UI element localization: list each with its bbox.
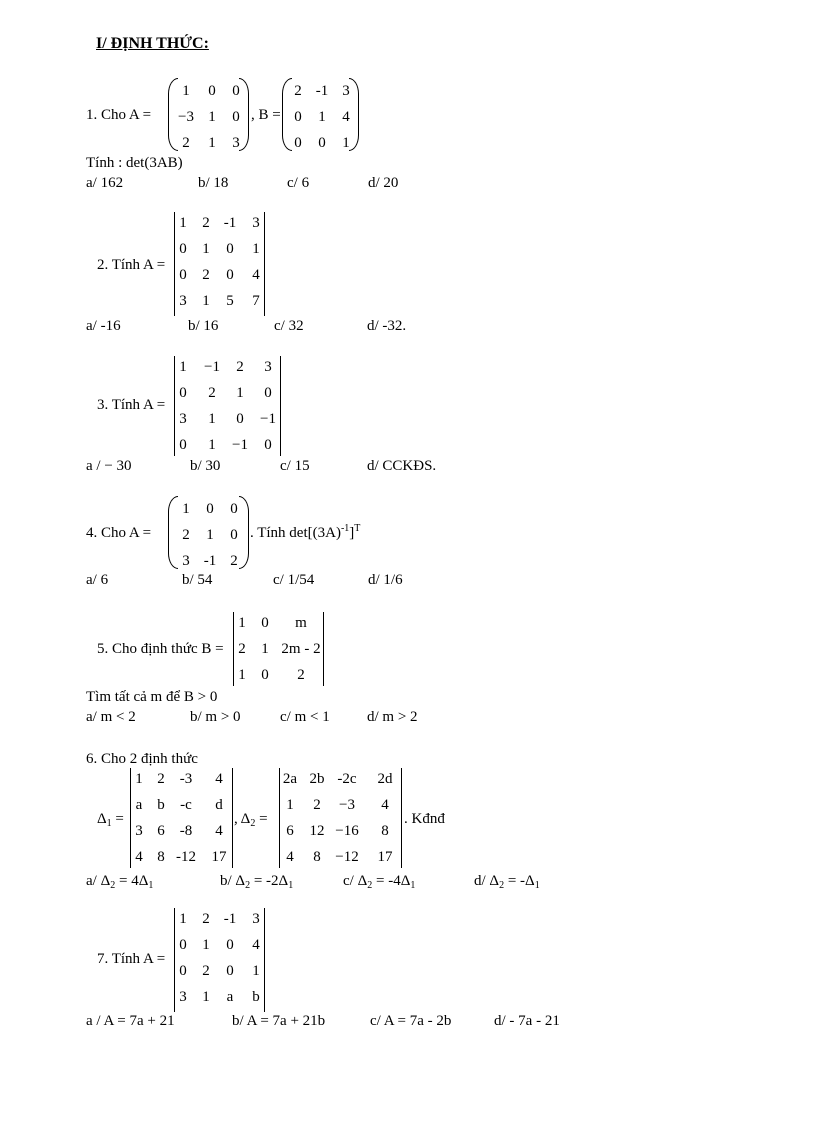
- matrix-cell: 0: [179, 385, 187, 401]
- q5-answer-d: d/ m > 2: [367, 709, 418, 725]
- q7-prefix: 7. Tính A =: [97, 951, 166, 967]
- matrix-cell: 2: [202, 911, 210, 927]
- matrix-cell: 4: [215, 823, 223, 839]
- matrix-cell: 1: [318, 109, 326, 125]
- q4-answer-b: b/ 54: [182, 572, 213, 588]
- matrix-cell: 0: [226, 241, 234, 257]
- q4-answer-a: a/ 6: [86, 572, 109, 588]
- matrix-cell: 4: [215, 771, 223, 787]
- matrix-cell: 1: [179, 911, 187, 927]
- matrix-cell: 1: [202, 293, 210, 309]
- matrix-cell: 0: [179, 963, 187, 979]
- matrix-cell: 0: [261, 667, 269, 683]
- matrix-cell: 3: [252, 215, 260, 231]
- matrix-cell: 0: [226, 267, 234, 283]
- matrix-cell: 4: [252, 937, 260, 953]
- q2-answer-a: a/ -16: [86, 318, 121, 334]
- q1-prefix: 1. Cho A =: [86, 107, 152, 123]
- q2-matrix: [174, 212, 266, 316]
- matrix-cell: −3: [178, 109, 194, 125]
- matrix-cell: 3: [182, 553, 190, 569]
- matrix-cell: 3: [232, 135, 240, 151]
- matrix-cell: 0: [264, 437, 272, 453]
- matrix-cell: −16: [335, 823, 359, 839]
- matrix-cell: 1: [208, 135, 216, 151]
- matrix-cell: 0: [226, 937, 234, 953]
- matrix-cell: 4: [381, 797, 389, 813]
- matrix-cell: -1: [223, 911, 237, 927]
- matrix-cell: -1: [223, 215, 237, 231]
- q6-delta2-label: , $\Delta_2$ =: [234, 811, 268, 829]
- matrix-cell: 0: [294, 109, 302, 125]
- q2-prefix: 2. Tính A =: [97, 257, 166, 273]
- matrix-cell: 2: [202, 963, 210, 979]
- matrix-cell: 1: [179, 215, 187, 231]
- q3-prefix: 3. Tính A =: [97, 397, 166, 413]
- matrix-cell: 1: [286, 797, 294, 813]
- matrix-cell: 1: [208, 437, 216, 453]
- q6-matrix-delta2: [279, 768, 403, 868]
- matrix-cell: d: [215, 797, 223, 813]
- matrix-cell: 3: [252, 911, 260, 927]
- matrix-cell: 8: [381, 823, 389, 839]
- matrix-cell: 4: [286, 849, 294, 865]
- matrix-cell: 2: [297, 667, 305, 683]
- matrix-cell: 1: [179, 359, 187, 375]
- matrix-cell: 0: [232, 109, 240, 125]
- q1-mid: , B =: [251, 107, 281, 123]
- matrix-cell: 12: [309, 823, 325, 839]
- matrix-cell: 0: [261, 615, 269, 631]
- q6-answer-a: a/ $\Delta_2 = 4\Delta_1$: [86, 873, 154, 891]
- matrix-cell: 2: [236, 359, 244, 375]
- q5-matrix: [233, 612, 325, 686]
- matrix-cell: a: [226, 989, 234, 1005]
- matrix-cell: 17: [377, 849, 393, 865]
- q5-answer-a: a/ m < 2: [86, 709, 136, 725]
- q5-question: Tìm tất cả m để B > 0: [86, 689, 218, 705]
- matrix-cell: 2: [157, 771, 165, 787]
- q1-answer-a: a/ 162: [86, 175, 124, 191]
- q3-answer-d: d/ CCKĐS.: [367, 458, 437, 474]
- matrix-cell: 1: [208, 411, 216, 427]
- matrix-cell: 3: [179, 411, 187, 427]
- matrix-cell: -c: [180, 797, 192, 813]
- matrix-cell: 6: [157, 823, 165, 839]
- q4-prefix: 4. Cho A =: [86, 525, 152, 541]
- matrix-cell: 3: [179, 989, 187, 1005]
- matrix-cell: −3: [339, 797, 355, 813]
- section-title: I/ ĐỊNH THỨC:: [96, 35, 209, 52]
- matrix-cell: 2: [238, 641, 246, 657]
- q4-answer-d: d/ 1/6: [368, 572, 403, 588]
- matrix-cell: 2: [313, 797, 321, 813]
- q2-answer-b: b/ 16: [188, 318, 219, 334]
- matrix-cell: 2m - 2: [281, 641, 321, 657]
- matrix-cell: 1: [135, 771, 143, 787]
- q5-answer-b: b/ m > 0: [190, 709, 241, 725]
- matrix-cell: 8: [313, 849, 321, 865]
- matrix-cell: 2: [182, 527, 190, 543]
- matrix-cell: 1: [202, 989, 210, 1005]
- q6-matrix-delta1: [130, 768, 234, 868]
- q5-prefix: 5. Cho định thức B =: [97, 641, 224, 657]
- matrix-cell: 17: [211, 849, 227, 865]
- matrix-cell: 0: [179, 437, 187, 453]
- matrix-cell: 2d: [377, 771, 393, 787]
- matrix-cell: 0: [226, 963, 234, 979]
- matrix-cell: 0: [206, 501, 214, 517]
- matrix-cell: -1: [203, 553, 217, 569]
- matrix-cell: 1: [236, 385, 244, 401]
- matrix-cell: -2c: [337, 771, 357, 787]
- q7-answer-b: b/ A = 7a + 21b: [232, 1013, 326, 1029]
- q3-matrix: [174, 356, 282, 456]
- matrix-cell: 2: [208, 385, 216, 401]
- matrix-cell: 3: [179, 293, 187, 309]
- matrix-cell: 0: [208, 83, 216, 99]
- q4-question: . Tính $\det[(3A)^{-1}]^T$: [250, 523, 361, 541]
- matrix-cell: 0: [294, 135, 302, 151]
- matrix-cell: 3: [264, 359, 272, 375]
- q1-answer-b: b/ 18: [198, 175, 229, 191]
- matrix-cell: 4: [342, 109, 350, 125]
- matrix-cell: -1: [315, 83, 329, 99]
- q6-intro: 6. Cho 2 định thức: [86, 751, 198, 767]
- matrix-cell: 2b: [309, 771, 325, 787]
- matrix-cell: -12: [176, 849, 196, 865]
- q2-answer-d: d/ -32.: [367, 318, 407, 334]
- matrix-cell: 1: [202, 241, 210, 257]
- matrix-cell: 4: [135, 849, 143, 865]
- q1-answer-d: d/ 20: [368, 175, 399, 191]
- matrix-cell: a: [135, 797, 143, 813]
- q5-answer-c: c/ m < 1: [280, 709, 330, 725]
- q2-answer-c: c/ 32: [274, 318, 304, 334]
- matrix-cell: 2: [182, 135, 190, 151]
- matrix-cell: 1: [182, 501, 190, 517]
- matrix-cell: 8: [157, 849, 165, 865]
- matrix-cell: 0: [179, 241, 187, 257]
- q3-answer-c: c/ 15: [280, 458, 310, 474]
- matrix-cell: 1: [238, 667, 246, 683]
- matrix-cell: −1: [260, 411, 276, 427]
- matrix-cell: b: [252, 989, 260, 1005]
- matrix-cell: 2: [230, 553, 238, 569]
- matrix-cell: 1: [252, 241, 260, 257]
- matrix-cell: −1: [204, 359, 220, 375]
- matrix-cell: 0: [179, 937, 187, 953]
- matrix-cell: 1: [252, 963, 260, 979]
- q6-post: . Kđnđ: [404, 811, 445, 827]
- matrix-cell: 1: [202, 937, 210, 953]
- matrix-cell: 0: [230, 501, 238, 517]
- matrix-cell: 0: [179, 267, 187, 283]
- matrix-cell: 2: [294, 83, 302, 99]
- q7-answer-a: a / A = 7a + 21: [86, 1013, 175, 1029]
- matrix-cell: 0: [232, 83, 240, 99]
- matrix-cell: 3: [342, 83, 350, 99]
- matrix-cell: 1: [206, 527, 214, 543]
- q6-answer-b: b/ $\Delta_2 = -2\Delta_1$: [220, 873, 294, 891]
- matrix-cell: 2a: [282, 771, 298, 787]
- matrix-cell: 0: [230, 527, 238, 543]
- q1-question: Tính : det(3AB): [86, 155, 183, 171]
- matrix-cell: 7: [252, 293, 260, 309]
- matrix-cell: 1: [261, 641, 269, 657]
- q6-answer-d: d/ $\Delta_2 = -\Delta_1$: [474, 873, 540, 891]
- matrix-cell: 5: [226, 293, 234, 309]
- matrix-cell: 2: [202, 215, 210, 231]
- q1-matrix-a: [168, 78, 250, 152]
- matrix-cell: 1: [238, 615, 246, 631]
- matrix-cell: 1: [208, 109, 216, 125]
- q4-matrix: [168, 496, 250, 570]
- matrix-cell: 0: [264, 385, 272, 401]
- q6-answer-c: c/ $\Delta_2 = -4\Delta_1$: [343, 873, 416, 891]
- q6-delta1-label: $\Delta_1$ =: [97, 811, 124, 829]
- matrix-cell: 3: [135, 823, 143, 839]
- q1-answer-c: c/ 6: [287, 175, 310, 191]
- matrix-cell: -8: [179, 823, 193, 839]
- matrix-cell: m: [295, 615, 307, 631]
- q1-matrix-b: [282, 78, 360, 152]
- q7-answer-c: c/ A = 7a - 2b: [370, 1013, 452, 1029]
- q3-answer-b: b/ 30: [190, 458, 221, 474]
- q4-answer-c: c/ 1/54: [273, 572, 315, 588]
- matrix-cell: 2: [202, 267, 210, 283]
- matrix-cell: 1: [182, 83, 190, 99]
- q3-answer-a: a / − 30: [86, 458, 132, 474]
- matrix-cell: 0: [318, 135, 326, 151]
- matrix-cell: −12: [335, 849, 359, 865]
- matrix-cell: −1: [232, 437, 248, 453]
- q7-matrix: [174, 908, 266, 1012]
- matrix-cell: 1: [342, 135, 350, 151]
- matrix-cell: 4: [252, 267, 260, 283]
- matrix-cell: 6: [286, 823, 294, 839]
- matrix-cell: b: [157, 797, 165, 813]
- q7-answer-d: d/ - 7a - 21: [494, 1013, 560, 1029]
- matrix-cell: -3: [179, 771, 193, 787]
- matrix-cell: 0: [236, 411, 244, 427]
